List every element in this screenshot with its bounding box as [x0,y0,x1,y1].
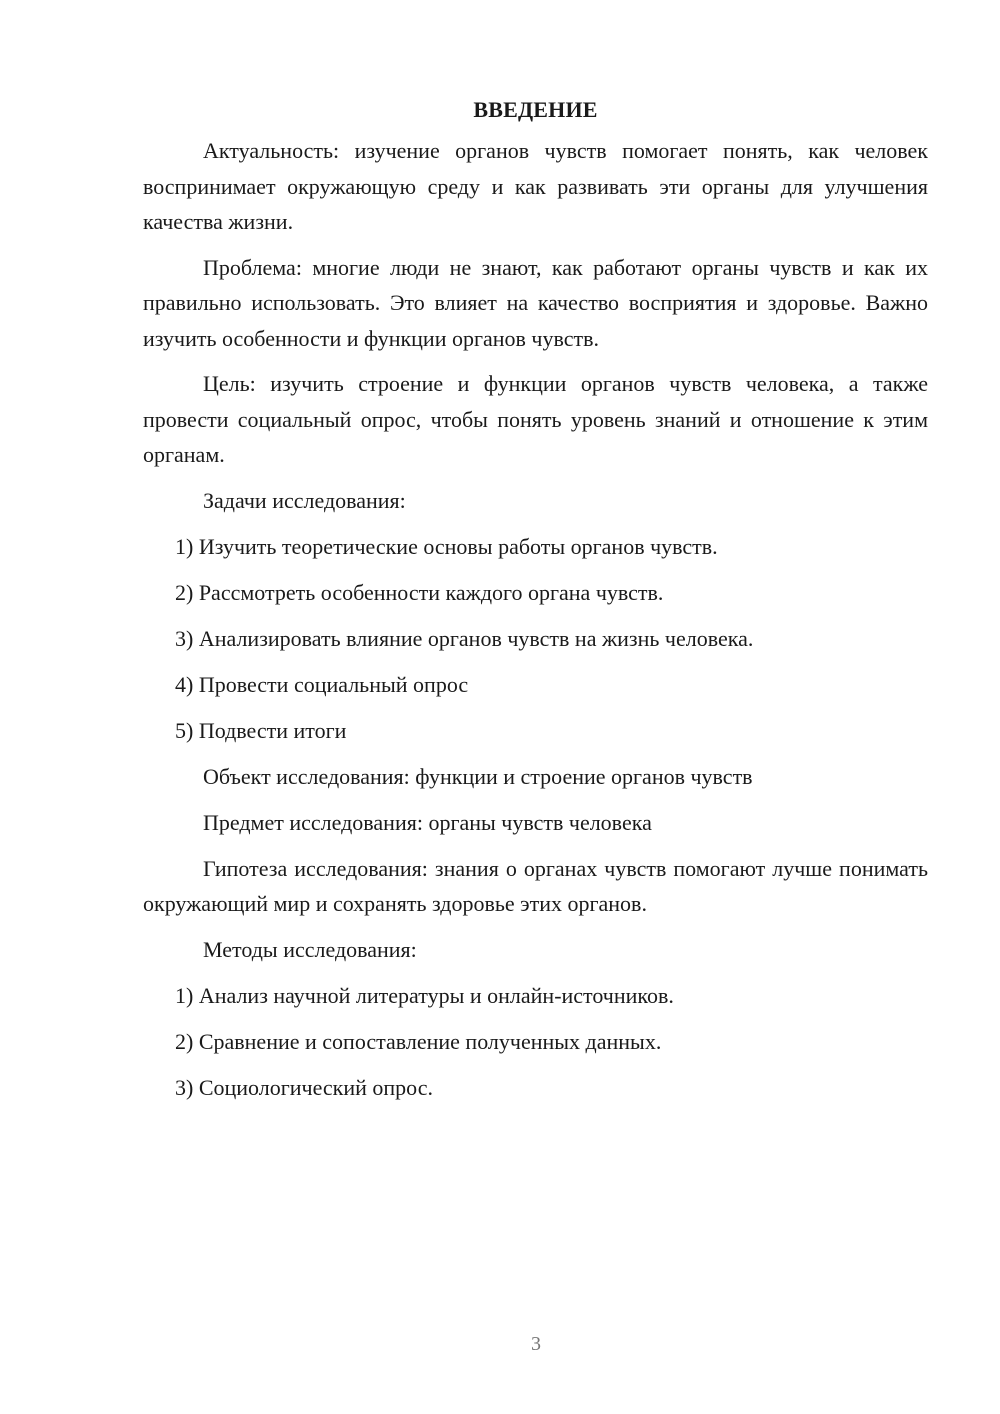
list-item: 5) Подвести итоги [175,717,347,743]
relevance-paragraph: Актуальность: изучение органов чувств помогает понять, как человек воспринимает окружающую среду и как развивать эти органы для улучшения качества жизни. [143,138,928,234]
section-title: ВВЕДЕНИЕ [473,97,598,122]
tasks-list [143,529,928,749]
problem-paragraph: Проблема: многие люди не знают, как работают органы чувств и как их правильно использовать. Это влияет на качество восприятия и здоровье. Важно изучить особенности и функции органов чувств. [143,254,928,351]
list-item: 2) Рассмотреть особенности каждого органа чувств. [175,579,664,605]
goal-paragraph: Цель: изучить строение и функции органов чувств человека, а также провести социальный опрос, чтобы понять уровень знаний и отношение к этим органам. [143,371,928,467]
object-line: Объект исследования: функции и строение органов чувств [203,763,753,789]
document-page [143,92,928,1116]
list-item: 3) Анализировать влияние органов чувств на жизнь человека. [175,625,754,651]
list-item: 4) Провести социальный опрос [175,671,469,697]
list-item: 3) Социологический опрос. [175,1074,433,1100]
list-item: 1) Анализ научной литературы и онлайн-источников. [175,982,674,1008]
page-number: 3 [531,1333,541,1355]
methods-heading: Методы исследования: [203,936,417,962]
methods-list [143,978,928,1106]
list-item: 2) Сравнение и сопоставление полученных данных. [175,1028,662,1054]
hypothesis-paragraph: Гипотеза исследования: знания о органах чувств помогают лучше понимать окружающий мир и сохранять здоровье этих органов. [143,855,928,916]
list-item: 1) Изучить теоретические основы работы органов чувств. [175,533,718,559]
tasks-heading: Задачи исследования: [203,487,406,513]
subject-line: Предмет исследования: органы чувств человека [203,809,652,835]
